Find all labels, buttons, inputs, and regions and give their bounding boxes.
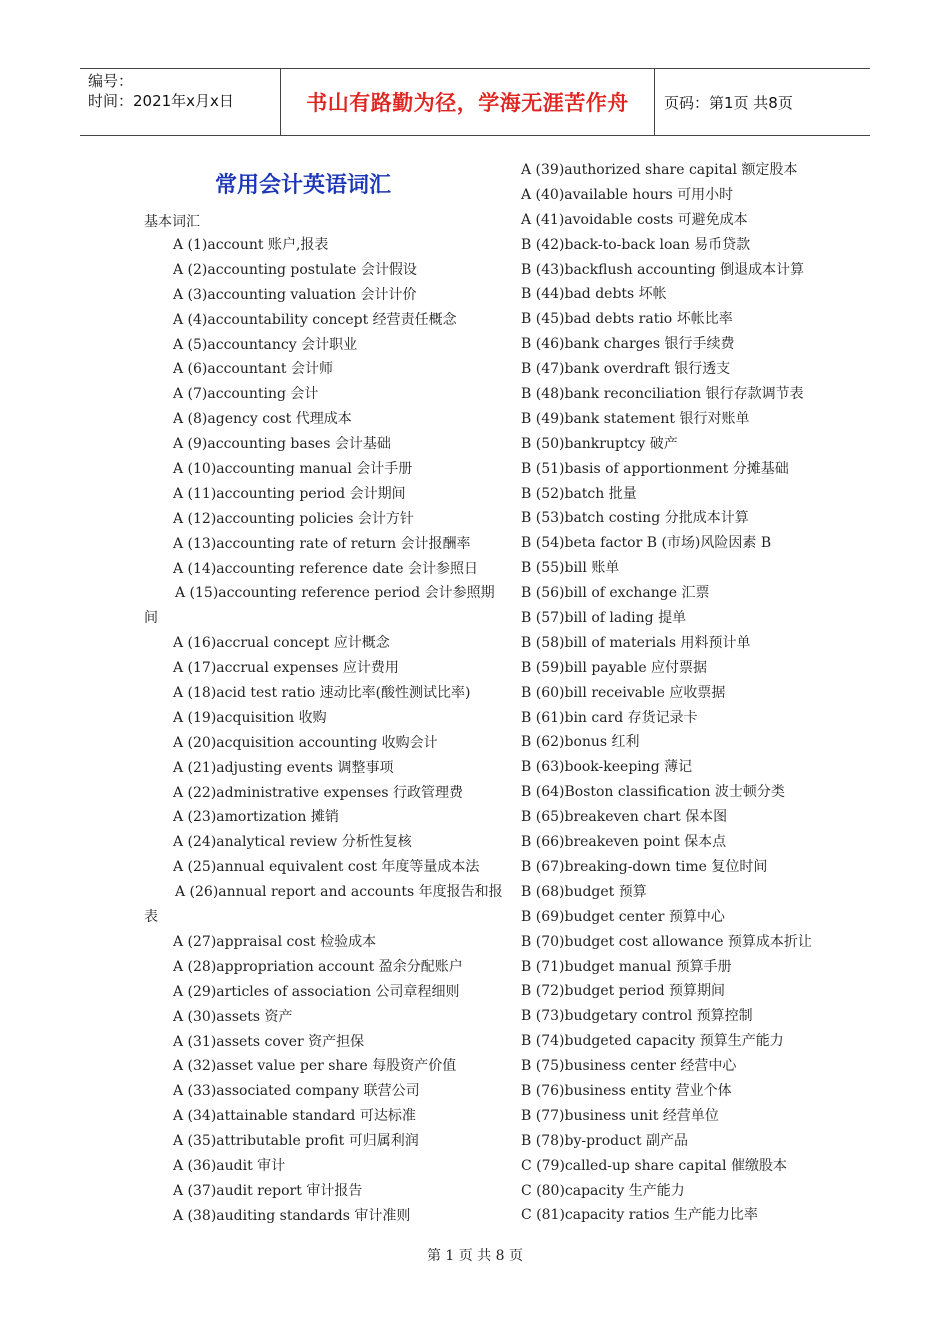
vocabulary-entry: B (56)bill of exchange 汇票 [521,585,710,602]
vocabulary-entry: A (27)appraisal cost 检验成本 [173,933,377,950]
vocabulary-entry: B (71)budget manual 预算手册 [521,958,732,975]
vocabulary-entry: B (43)backflush accounting 倒退成本计算 [521,261,805,278]
vocabulary-entry: B (62)bonus 红利 [521,734,640,751]
vocabulary-entry: A (10)accounting manual 会计手册 [173,461,413,478]
vocabulary-entry: B (55)bill 账单 [521,560,620,577]
vocabulary-entry: A (19)acquisition 收购 [173,709,327,726]
vocabulary-entry: A (37)audit report 审计报告 [173,1182,363,1199]
vocabulary-entry: B (75)business center 经营中心 [521,1058,737,1075]
vocabulary-entry: B (70)budget cost allowance 预算成本折让 [521,933,812,950]
vocabulary-entry: A (35)attributable profit 可归属利润 [173,1133,419,1150]
vocabulary-entry: B (52)batch 批量 [521,485,637,502]
vocabulary-entry: A (32)asset value per share 每股资产价值 [173,1058,457,1075]
vocabulary-entry: A (22)administrative expenses 行政管理费 [173,784,464,801]
vocabulary-entry: B (78)by-product 副产品 [521,1132,689,1149]
vocabulary-entry: B (68)budget 预算 [521,883,647,900]
vocabulary-entry: A (12)accounting policies 会计方针 [173,510,414,527]
vocabulary-entry: B (76)business entity 营业个体 [521,1082,732,1099]
vocabulary-entry: B (53)batch costing 分批成本计算 [521,510,749,527]
vocabulary-entry: A (14)accounting reference date 会计参照日 [173,560,479,577]
document-number-label: 编号： [88,72,134,90]
vocabulary-entry: A (24)analytical review 分析性复核 [173,834,412,851]
vocabulary-entry: A (29)articles of association 公司章程细则 [173,983,460,1000]
vocabulary-entry: 间 [144,610,158,627]
vocabulary-entry: A (33)associated company 联营公司 [173,1083,420,1100]
vocabulary-entry: B (73)budgetary control 预算控制 [521,1008,753,1025]
vocabulary-entry: A (41)avoidable costs 可避免成本 [521,211,748,228]
vocabulary-entry: A (21)adjusting events 调整事项 [173,759,394,776]
vocabulary-entry: B (44)bad debts 坏帐 [521,286,667,303]
vocabulary-entry: A (4)accountability concept 经营责任概念 [173,311,457,328]
vocabulary-entry: B (69)budget center 预算中心 [521,908,725,925]
vocabulary-entry: B (59)bill payable 应付票据 [521,659,708,676]
vocabulary-entry: B (47)bank overdraft 银行透支 [521,361,731,378]
vocabulary-entry: B (63)book-keeping 薄记 [521,759,693,776]
vocabulary-column-right [521,158,821,1228]
vocabulary-entry: A (20)acquisition accounting 收购会计 [173,734,438,751]
vocabulary-entry: A (9)accounting bases 会计基础 [173,436,391,453]
vocabulary-entry: A (30)assets 资产 [173,1008,293,1025]
header-page-code: 页码：第1页 共8页 [664,93,793,112]
vocabulary-entry: B (42)back-to-back loan 易币贷款 [521,236,751,253]
vocabulary-entry: A (11)accounting period 会计期间 [173,485,406,502]
vocabulary-entry: C (81)capacity ratios 生产能力比率 [521,1207,758,1224]
vocabulary-entry: 表 [144,909,158,926]
vocabulary-entry: B (54)beta factor B (市场)风险因素 B [521,535,772,552]
vocabulary-entry: B (67)breaking-down time 复位时间 [521,858,768,875]
vocabulary-entry: B (60)bill receivable 应收票据 [521,684,726,701]
page-header [80,68,870,136]
vocabulary-entry: A (3)accounting valuation 会计计价 [173,286,417,303]
vocabulary-entry: B (45)bad debts ratio 坏帐比率 [521,311,733,328]
document-title: 常用会计英语词汇 [214,173,391,198]
vocabulary-entry: A (38)auditing standards 审计准则 [173,1207,411,1224]
vocabulary-entry: B (48)bank reconciliation 银行存款调节表 [521,386,804,403]
vocabulary-entry: A (1)account 账户,报表 [173,237,329,253]
page-footer: 第 1 页 共 8 页 [426,1248,524,1264]
vocabulary-entry: B (49)bank statement 银行对账单 [521,410,750,427]
vocabulary-entry: B (58)bill of materials 用料预计单 [521,634,751,651]
vocabulary-entry: B (46)bank charges 银行手续费 [521,336,735,353]
vocabulary-entry: A (17)accrual expenses 应计费用 [173,660,399,677]
vocabulary-entry: B (72)budget period 预算期间 [521,983,725,1000]
vocabulary-entry: A (31)assets cover 资产担保 [173,1033,365,1050]
header-motto: 书山有路勤为径，学海无涯苦作舟 [281,69,655,135]
vocabulary-column-left [144,233,503,1229]
vocabulary-entry: B (51)basis of apportionment 分摊基础 [521,460,789,477]
vocabulary-entry: B (50)bankruptcy 破产 [521,435,678,452]
vocabulary-entry: B (57)bill of lading 提单 [521,610,687,627]
vocabulary-entry: C (79)called-up share capital 催缴股本 [521,1157,787,1174]
vocabulary-entry: A (23)amortization 摊销 [173,809,339,826]
vocabulary-entry: A (7)accounting 会计 [173,386,319,403]
vocabulary-entry: B (74)budgeted capacity 预算生产能力 [521,1033,784,1050]
vocabulary-entry: A (28)appropriation account 盈余分配账户 [173,958,463,975]
vocabulary-entry: A (26)annual report and accounts 年度报告和报 [175,884,503,901]
vocabulary-entry: A (18)acid test ratio 速动比率(酸性测试比率) [173,685,471,702]
vocabulary-entry: A (15)accounting reference period 会计参照期 [175,585,495,602]
vocabulary-entry: B (77)business unit 经营单位 [521,1107,719,1124]
vocabulary-entry: A (16)accrual concept 应计概念 [173,635,390,652]
vocabulary-entry: B (65)breakeven chart 保本图 [521,809,728,826]
vocabulary-entry: C (80)capacity 生产能力 [521,1182,685,1199]
vocabulary-entry: A (6)accountant 会计师 [173,361,333,378]
vocabulary-entry: A (25)annual equivalent cost 年度等量成本法 [173,859,480,876]
vocabulary-entry: A (36)audit 审计 [173,1157,286,1174]
vocabulary-entry: B (61)bin card 存货记录卡 [521,709,698,726]
header-left-cell [80,69,281,135]
vocabulary-entry: A (34)attainable standard 可达标准 [173,1108,416,1125]
vocabulary-entry: A (13)accounting rate of return 会计报酬率 [173,535,471,552]
vocabulary-entry: A (8)agency cost 代理成本 [173,411,352,428]
vocabulary-entry: A (40)available hours 可用小时 [521,186,734,203]
vocabulary-entry: B (66)breakeven point 保本点 [521,834,727,851]
vocabulary-entry: A (5)accountancy 会计职业 [173,336,358,353]
vocabulary-entry: B (64)Boston classification 波士顿分类 [521,784,785,801]
vocabulary-entry: A (2)accounting postulate 会计假设 [173,261,417,278]
document-date-label: 时间：2021年x月x日 [88,92,234,110]
section-heading: 基本词汇 [144,214,200,230]
vocabulary-entry: A (39)authorized share capital 额定股本 [521,162,798,178]
